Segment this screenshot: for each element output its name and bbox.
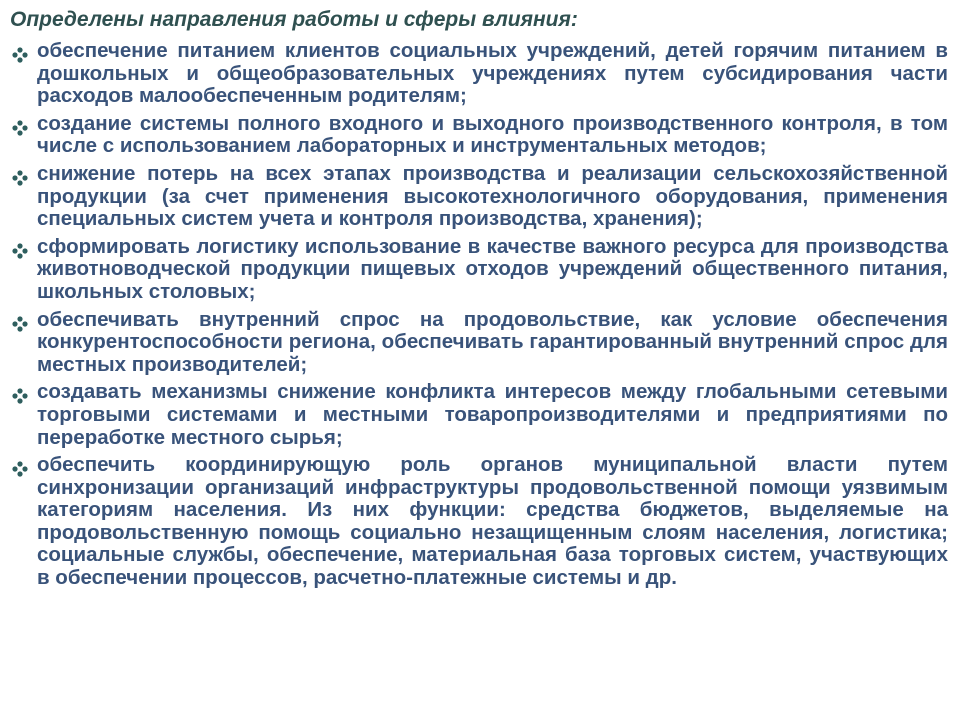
bullet-text: обеспечить координирующую роль органов муниципальной власти путем синхронизации организаций инфраструктуры продовольственной помощи уязвимым категориям населения. Из них функции: средства бюджетов, выделяемые на продовольственную помощь социально незащищенным слоям населения, логистика; социальные службы, обеспечение, материальная база торговых систем, участвующих в обеспечении процессов, расчетно-платежные системы и др. (37, 453, 948, 590)
bullet-item (10, 381, 948, 449)
slide-title-text: Определены направления работы и сферы влияния (10, 8, 571, 31)
bullet-text: снижение потерь на всех этапах производства и реализации сельскохозяйственной продукции (за счет применения высокотехнологичного оборудования, применения специальных систем учета и контроля производства, хранения); (37, 161, 948, 231)
diamond-four-dot-bullet-icon (12, 243, 28, 259)
bullet-item (10, 163, 948, 231)
bullet-list (10, 40, 948, 595)
bullet-text: обеспечение питанием клиентов социальных учреждений, детей горячим питанием в дошкольных и общеобразовательных учреждениях путем субсидирования части расходов малообеспеченным родителям; (37, 39, 948, 108)
bullet-item (10, 113, 948, 158)
diamond-four-dot-bullet-icon (12, 170, 28, 186)
bullet-item (10, 40, 948, 108)
diamond-four-dot-bullet-icon (12, 316, 28, 332)
bullet-text: обеспечивать внутренний спрос на продовольствие, как условие обеспечения конкурентоспособности региона, обеспечивать гарантированный внутренний спрос для местных производителей; (37, 307, 948, 376)
diamond-four-dot-bullet-icon (12, 388, 28, 404)
slide-title (10, 6, 950, 34)
bullet-item (10, 454, 948, 590)
bullet-text: создавать механизмы снижение конфликта интересов между глобальными сетевыми торговыми системами и местными товаропроизводителями и предприятиями по переработке местного сырья; (37, 380, 948, 449)
bullet-item (10, 236, 948, 304)
diamond-four-dot-bullet-icon (12, 47, 28, 63)
bullet-text: сформировать логистику использование в качестве важного ресурса для производства животноводческой продукции пищевых отходов учреждений общественного питания, школьных столовых; (37, 234, 948, 303)
slide-title-colon: : (570, 8, 578, 31)
diamond-four-dot-bullet-icon (12, 120, 28, 136)
diamond-four-dot-bullet-icon (12, 461, 28, 477)
bullet-item (10, 309, 948, 377)
bullet-text: создание системы полного входного и выходного производственного контроля, в том числе с использованием лабораторных и инструментальных методов; (37, 111, 948, 158)
